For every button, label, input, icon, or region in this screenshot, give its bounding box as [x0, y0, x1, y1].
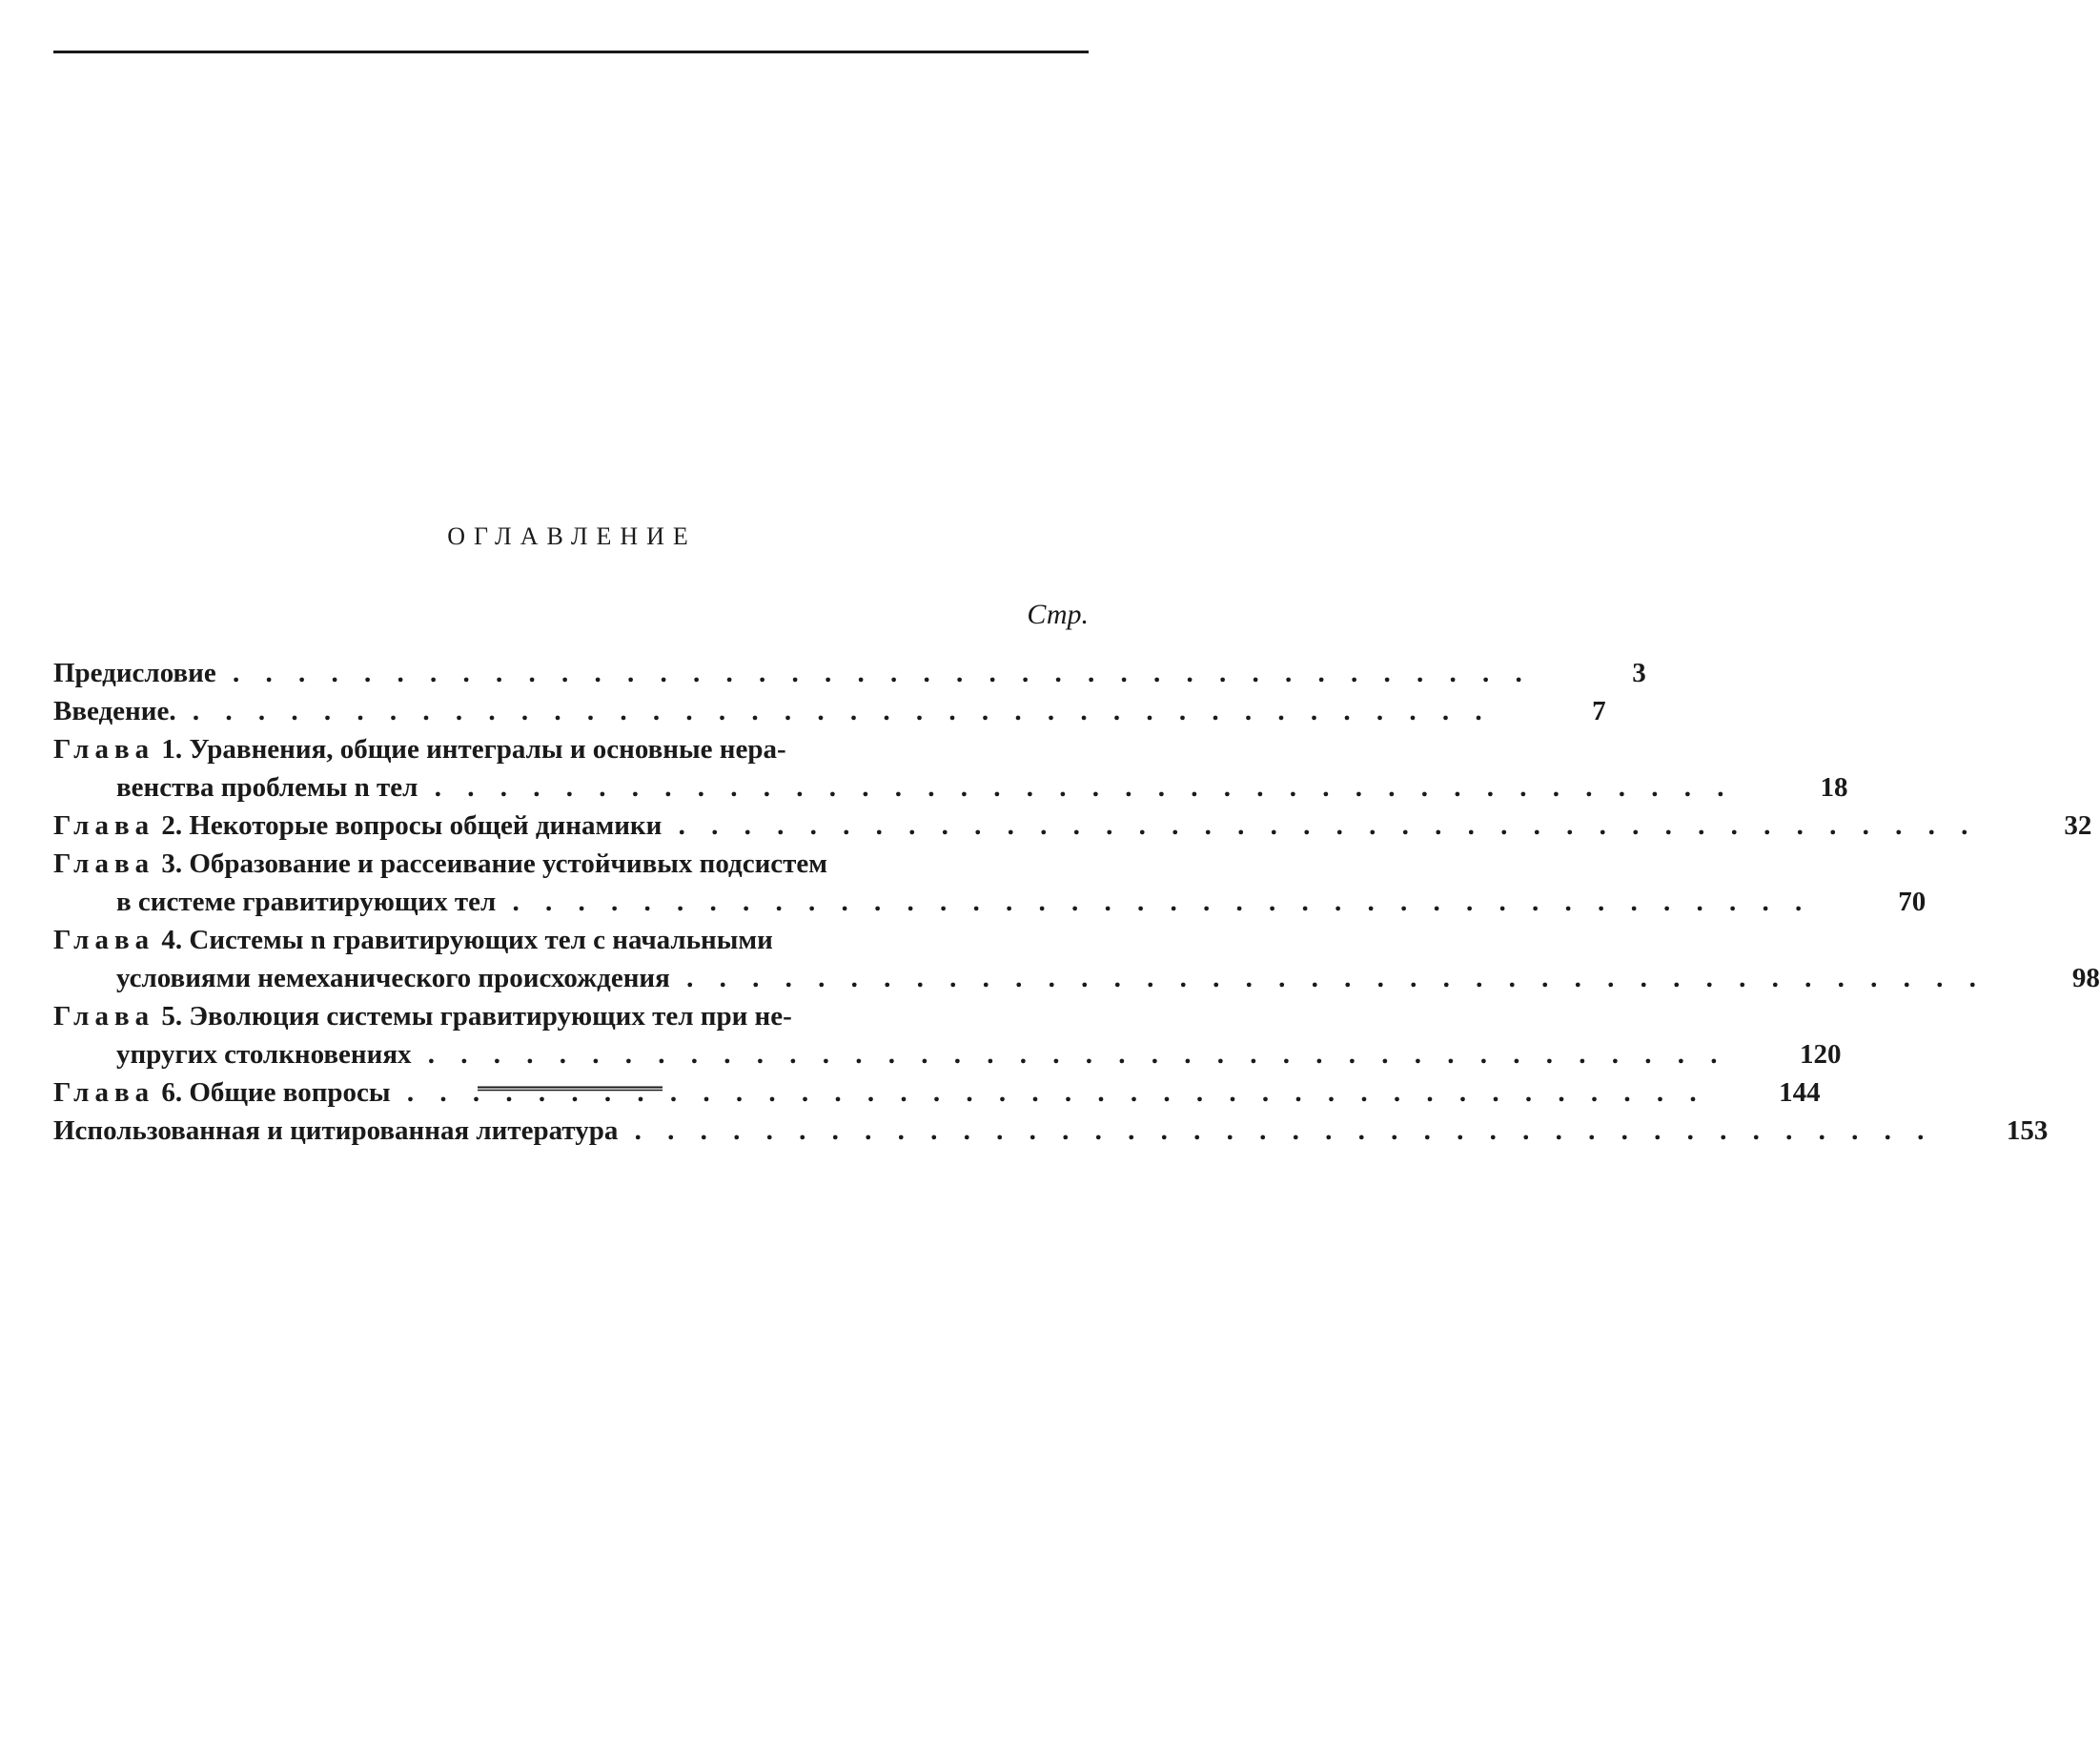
toc-entry-introduction[interactable]: [53, 692, 1606, 730]
toc-entry-title: 3. Образование и рассеивание устойчивых подсистем: [161, 848, 828, 879]
toc-entry-chapter-6[interactable]: [53, 1073, 1821, 1112]
toc-entry-title: 6. Общие вопросы: [161, 1077, 391, 1108]
toc-entry-chapter-4[interactable]: [53, 921, 2100, 997]
toc-entry-chapter-3[interactable]: [53, 845, 1927, 921]
chapter-prefix: Глава: [53, 810, 155, 841]
dot-leader: . . . . . . . . . . . . . . . . . . . . . . . . . . . . . . . . . . . . . . . .: [669, 963, 1986, 993]
toc-entry-title: 5. Эволюция системы гравитирующих тел при не-: [161, 1001, 792, 1032]
page-column-header: Стр.: [1027, 599, 1089, 630]
toc-entry-title-continued: условиями немеханического происхождения: [116, 963, 670, 993]
toc-entry-page: 7: [1592, 696, 1606, 726]
dot-leader: . . . . . . . . . . . . . . . . . . . . . . . . . . . . . . . . . . . . . . . .: [418, 772, 1734, 803]
toc-entry-page: 32: [2064, 810, 2092, 841]
toc-heading: ОГЛАВЛЕНИЕ: [447, 522, 697, 550]
toc-entry-title: Предисловие: [53, 658, 216, 688]
dot-leader: . . . . . . . . . . . . . . . . . . . . . . . . . . . . . . . . . . . . . . . .: [618, 1115, 1934, 1146]
top-rule: [53, 51, 1089, 53]
chapter-prefix: Глава: [53, 1001, 155, 1032]
toc-entry-preface[interactable]: [53, 654, 1646, 692]
dot-leader: . . . . . . . . . . . . . . . . . . . . . . . . . . . . . . . . . . . . . . . .: [390, 1077, 1706, 1108]
dot-leader: . . . . . . . . . . . . . . . . . . . . . . . . . . . . . . . . . . . . . . . .: [411, 1039, 1727, 1070]
chapter-prefix: Глава: [53, 1077, 155, 1108]
toc-entry-title: 1. Уравнения, общие интегралы и основные нера-: [161, 734, 786, 765]
toc-entry-bibliography[interactable]: [53, 1112, 2049, 1150]
closing-ornament-rule: [478, 1086, 663, 1092]
toc-entry-page: 120: [1800, 1039, 1842, 1070]
chapter-prefix: Глава: [53, 734, 155, 765]
dot-leader: . . . . . . . . . . . . . . . . . . . . . . . . . . . . . . . . . . . . . . . .: [215, 658, 1532, 688]
dot-leader: . . . . . . . . . . . . . . . . . . . . . . . . . . . . . . . . . . . . . . . .: [496, 887, 1812, 917]
toc-entry-chapter-1[interactable]: [53, 730, 1848, 807]
toc-entry-page: 144: [1779, 1077, 1821, 1108]
toc-entry-page: 70: [1898, 887, 1927, 917]
toc-entry-title: 4. Системы n гравитирующих тел с начальными: [161, 925, 773, 955]
table-of-contents: [53, 654, 2100, 1150]
toc-entry-page: 18: [1820, 772, 1848, 803]
toc-entry-chapter-5[interactable]: [53, 997, 1842, 1073]
toc-entry-title-continued: упругих столкновениях: [116, 1039, 412, 1070]
toc-entry-title-continued: в системе гравитирующих тел: [116, 887, 497, 917]
toc-entry-title: Введение.: [53, 696, 176, 726]
chapter-prefix: Глава: [53, 848, 155, 879]
dot-leader: . . . . . . . . . . . . . . . . . . . . . . . . . . . . . . . . . . . . . . . .: [662, 810, 1978, 841]
toc-entry-chapter-2[interactable]: [53, 807, 2092, 845]
toc-entry-page: 3: [1632, 658, 1646, 688]
toc-entry-title: Использованная и цитированная литература: [53, 1115, 619, 1146]
toc-entry-page: 153: [2006, 1115, 2049, 1146]
chapter-prefix: Глава: [53, 925, 155, 955]
dot-leader: . . . . . . . . . . . . . . . . . . . . . . . . . . . . . . . . . . . . . . . .: [175, 696, 1492, 726]
toc-entry-title: 2. Некоторые вопросы общей динамики: [161, 810, 663, 841]
toc-entry-title-continued: венства проблемы n тел: [116, 772, 418, 803]
toc-entry-page: 98: [2071, 963, 2100, 993]
